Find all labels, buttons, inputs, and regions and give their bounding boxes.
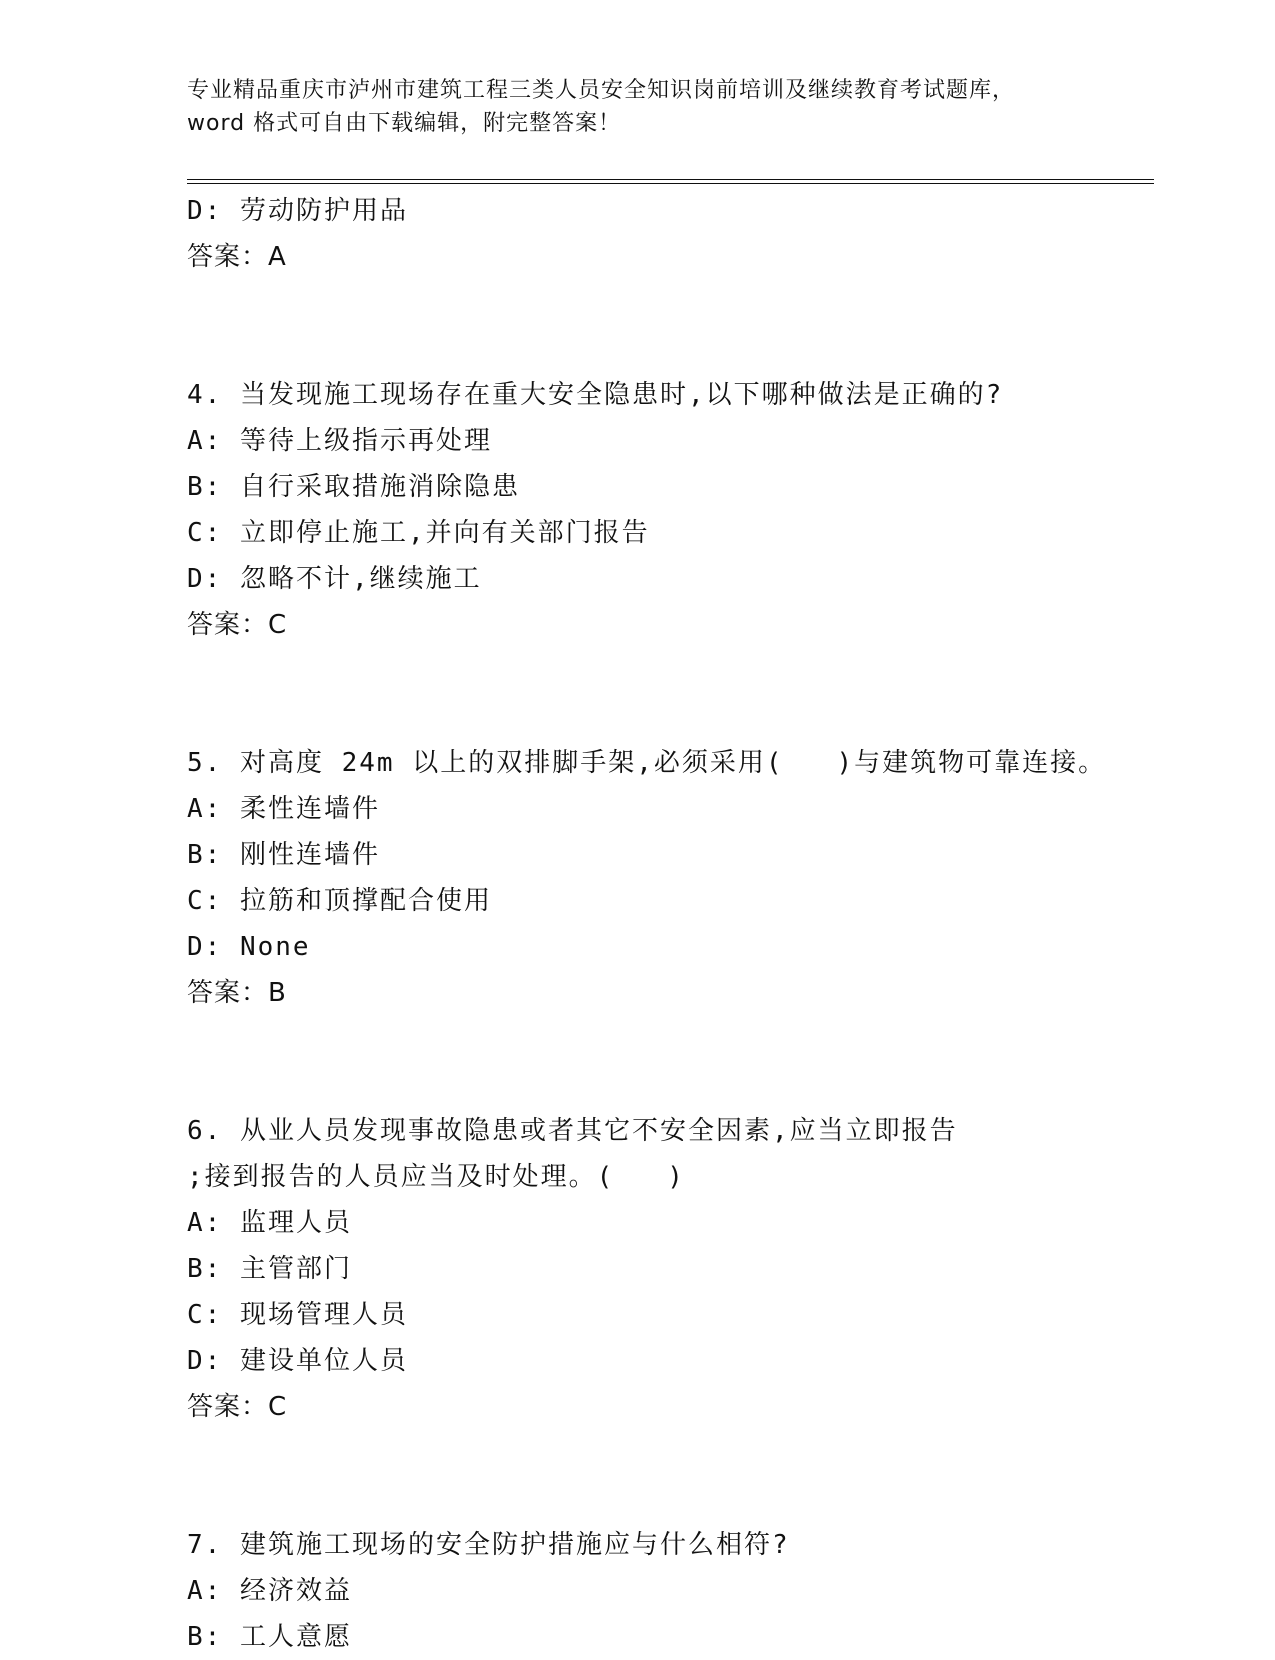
question-list xyxy=(187,188,1154,1660)
option-d: D: 建设单位人员 xyxy=(187,1346,408,1376)
option-a: A: 监理人员 xyxy=(187,1208,352,1238)
option-c: C: 现场管理人员 xyxy=(187,1300,408,1330)
answer: 答案：A xyxy=(187,242,287,272)
question-7 xyxy=(187,1522,1154,1660)
option-c: C: 立即停止施工,并向有关部门报告 xyxy=(187,518,650,548)
header-divider-thick xyxy=(187,183,1154,184)
question-6 xyxy=(187,1108,1154,1430)
question-5 xyxy=(187,740,1154,1016)
question-text: 7. 建筑施工现场的安全防护措施应与什么相符? xyxy=(187,1530,790,1560)
header-line-2: word 格式可自由下载编辑，附完整答案！ xyxy=(187,111,622,136)
document-header xyxy=(187,74,1087,140)
header-divider-thin xyxy=(187,179,1154,180)
option-a: A: 经济效益 xyxy=(187,1576,352,1606)
option-d: D: None xyxy=(187,932,311,962)
answer: 答案：C xyxy=(187,1392,288,1422)
answer: 答案：C xyxy=(187,610,288,640)
option-b: B: 主管部门 xyxy=(187,1254,352,1284)
question-4 xyxy=(187,372,1154,648)
option-d: D: 劳动防护用品 xyxy=(187,196,408,226)
option-b: B: 自行采取措施消除隐患 xyxy=(187,472,520,502)
option-d: D: 忽略不计,继续施工 xyxy=(187,564,482,594)
question-3-tail xyxy=(187,188,1154,280)
question-text: 5. 对高度 24m 以上的双排脚手架,必须采用( )与建筑物可靠连接。 xyxy=(187,748,1107,778)
header-line-1: 专业精品重庆市泸州市建筑工程三类人员安全知识岗前培训及继续教育考试题库， xyxy=(187,78,1016,103)
answer: 答案：B xyxy=(187,978,287,1008)
option-c: C: 拉筋和顶撑配合使用 xyxy=(187,886,492,916)
question-text: 4. 当发现施工现场存在重大安全隐患时,以下哪种做法是正确的? xyxy=(187,380,1004,410)
option-a: A: 等待上级指示再处理 xyxy=(187,426,492,456)
option-b: B: 工人意愿 xyxy=(187,1622,352,1652)
option-a: A: 柔性连墙件 xyxy=(187,794,380,824)
question-text-line-1: 6. 从业人员发现事故隐患或者其它不安全因素,应当立即报告 xyxy=(187,1116,958,1146)
option-b: B: 刚性连墙件 xyxy=(187,840,380,870)
question-text-line-2: ;接到报告的人员应当及时处理。( ) xyxy=(187,1162,685,1192)
